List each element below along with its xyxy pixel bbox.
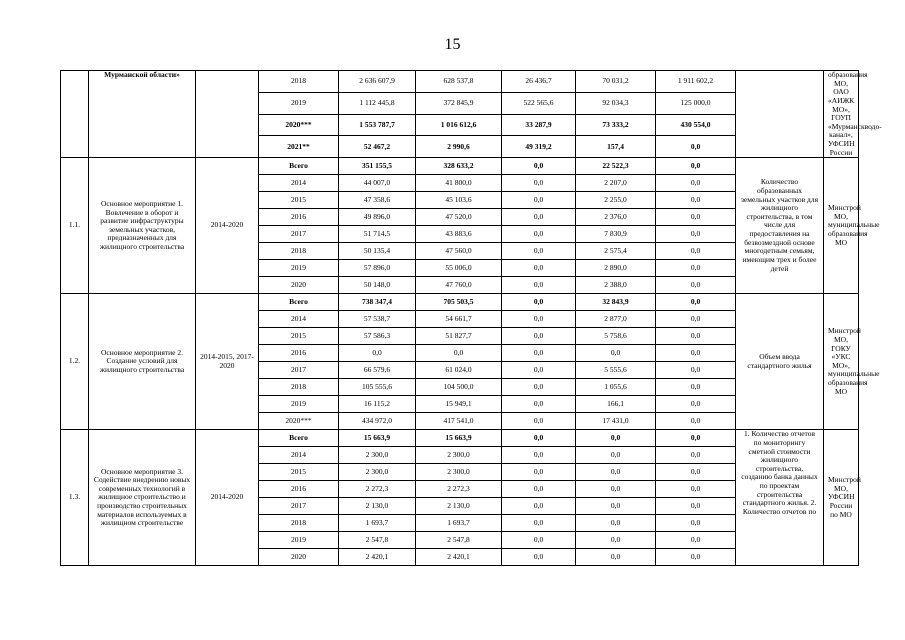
value-cell: 16 115,2 — [339, 396, 416, 413]
value-cell: 1 553 787,7 — [339, 114, 416, 136]
value-cell: 0,0 — [656, 294, 736, 311]
period-cell: 2014-2020 — [196, 158, 259, 294]
value-cell: 0,0 — [656, 515, 736, 532]
value-cell: 0,0 — [502, 294, 576, 311]
value-cell: 0,0 — [502, 481, 576, 498]
value-cell: 0,0 — [656, 311, 736, 328]
year-cell: 2018 — [259, 515, 339, 532]
value-cell: 41 800,0 — [416, 175, 502, 192]
page-number: 15 — [444, 36, 461, 53]
value-cell: 43 883,6 — [416, 226, 502, 243]
year-cell: 2014 — [259, 447, 339, 464]
value-cell: 2 300,0 — [339, 464, 416, 481]
year-cell: 2018 — [259, 243, 339, 260]
value-cell: 51 714,5 — [339, 226, 416, 243]
value-cell: 49 896,0 — [339, 209, 416, 226]
value-cell: 0,0 — [502, 362, 576, 379]
year-cell: 2020*** — [259, 114, 339, 136]
value-cell: 166,1 — [576, 396, 656, 413]
executor-cell: Минстрой МО, муниципальные образования МО — [824, 158, 859, 294]
value-cell: 0,0 — [502, 243, 576, 260]
row-number-cell: 1.2. — [61, 294, 89, 430]
year-cell: Всего — [259, 430, 339, 447]
value-cell: 0,0 — [502, 158, 576, 175]
value-cell: 0,0 — [576, 447, 656, 464]
value-cell: 55 006,0 — [416, 260, 502, 277]
year-cell: 2020 — [259, 549, 339, 566]
value-cell: 628 537,8 — [416, 71, 502, 93]
value-cell: 2 300,0 — [339, 447, 416, 464]
value-cell: 0,0 — [339, 345, 416, 362]
value-cell: 61 024,0 — [416, 362, 502, 379]
value-cell: 0,0 — [656, 260, 736, 277]
year-cell: 2016 — [259, 345, 339, 362]
year-cell: 2018 — [259, 71, 339, 93]
value-cell: 0,0 — [576, 430, 656, 447]
value-cell: 0,0 — [656, 243, 736, 260]
year-cell: 2020 — [259, 277, 339, 294]
year-cell: 2019 — [259, 532, 339, 549]
value-cell: 0,0 — [656, 532, 736, 549]
value-cell: 0,0 — [502, 311, 576, 328]
value-cell: 430 554,0 — [656, 114, 736, 136]
value-cell: 57 586,3 — [339, 328, 416, 345]
value-cell: 0,0 — [656, 413, 736, 430]
value-cell: 2 575,4 — [576, 243, 656, 260]
value-cell: 26 436,7 — [502, 71, 576, 93]
year-cell: 2014 — [259, 311, 339, 328]
value-cell: 0,0 — [656, 430, 736, 447]
year-cell: 2014 — [259, 175, 339, 192]
value-cell: 0,0 — [656, 209, 736, 226]
value-cell: 0,0 — [502, 345, 576, 362]
period-cell: 2014-2015, 2017-2020 — [196, 294, 259, 430]
value-cell: 70 031,2 — [576, 71, 656, 93]
value-cell: 0,0 — [502, 260, 576, 277]
value-cell: 0,0 — [656, 362, 736, 379]
value-cell: 1 693,7 — [339, 515, 416, 532]
value-cell: 522 565,6 — [502, 92, 576, 114]
executor-cell: Минстрой МО, ГОКУ «УКС МО», муниципальные образования МО — [824, 294, 859, 430]
year-cell: 2015 — [259, 328, 339, 345]
value-cell: 2 300,0 — [416, 464, 502, 481]
measure-name-cell: Основное мероприятие 2. Создание условий для жилищного строительства — [89, 294, 196, 430]
value-cell: 73 333,2 — [576, 114, 656, 136]
value-cell: 125 000,0 — [656, 92, 736, 114]
value-cell: 0,0 — [656, 192, 736, 209]
value-cell: 0,0 — [656, 464, 736, 481]
value-cell: 0,0 — [656, 379, 736, 396]
value-cell: 15 949,1 — [416, 396, 502, 413]
value-cell: 0,0 — [416, 345, 502, 362]
value-cell: 0,0 — [656, 396, 736, 413]
value-cell: 0,0 — [656, 226, 736, 243]
value-cell: 0,0 — [502, 379, 576, 396]
indicator-cell: 1. Количество отчетов по мониторингу сметной стоимости жилищного строительства, созданию банка данных по проектам строительства стандартного жилья. 2. Количество отчетов по — [736, 430, 824, 566]
measure-name-cell: Мурманской области» — [89, 71, 196, 158]
executor-cell: образования МО, ОАО «АИЖК МО», ГОУП «Мурманскводо-канал», УФСИН России — [824, 71, 859, 158]
value-cell: 2 272,3 — [416, 481, 502, 498]
value-cell: 0,0 — [656, 136, 736, 158]
year-cell: 2019 — [259, 396, 339, 413]
value-cell: 157,4 — [576, 136, 656, 158]
value-cell: 417 541,0 — [416, 413, 502, 430]
value-cell: 0,0 — [502, 209, 576, 226]
value-cell: 57 538,7 — [339, 311, 416, 328]
row-number-cell: 1.3. — [61, 430, 89, 566]
value-cell: 0,0 — [576, 464, 656, 481]
value-cell: 7 830,9 — [576, 226, 656, 243]
value-cell: 2 255,0 — [576, 192, 656, 209]
year-cell: Всего — [259, 158, 339, 175]
value-cell: 0,0 — [656, 549, 736, 566]
year-cell: 2018 — [259, 379, 339, 396]
value-cell: 0,0 — [502, 192, 576, 209]
program-table — [60, 70, 882, 566]
year-cell: Всего — [259, 294, 339, 311]
value-cell: 105 555,6 — [339, 379, 416, 396]
measure-name-cell: Основное мероприятие 1. Вовлечение в оборот и развитие инфраструктуры земельных участков, предназначенных для жилищного строительства — [89, 158, 196, 294]
year-cell: 2020*** — [259, 413, 339, 430]
value-cell: 5 555,6 — [576, 362, 656, 379]
value-cell: 0,0 — [656, 498, 736, 515]
year-cell: 2015 — [259, 192, 339, 209]
value-cell: 1 911 602,2 — [656, 71, 736, 93]
value-cell: 51 827,7 — [416, 328, 502, 345]
value-cell: 54 661,7 — [416, 311, 502, 328]
value-cell: 0,0 — [502, 396, 576, 413]
value-cell: 0,0 — [502, 498, 576, 515]
year-cell: 2017 — [259, 362, 339, 379]
value-cell: 1 112 445,8 — [339, 92, 416, 114]
value-cell: 33 287,9 — [502, 114, 576, 136]
year-cell: 2019 — [259, 260, 339, 277]
value-cell: 104 500,0 — [416, 379, 502, 396]
value-cell: 15 663,9 — [416, 430, 502, 447]
value-cell: 47 760,0 — [416, 277, 502, 294]
value-cell: 2 420,1 — [339, 549, 416, 566]
value-cell: 2 547,8 — [416, 532, 502, 549]
value-cell: 47 358,6 — [339, 192, 416, 209]
measure-name-cell: Основное мероприятие 3. Содействие внедрению новых современных технологий в жилищное строительство и производство строительных материалов используемых в жилищном строительстве — [89, 430, 196, 566]
value-cell: 2 877,0 — [576, 311, 656, 328]
value-cell: 434 972,0 — [339, 413, 416, 430]
value-cell: 0,0 — [502, 430, 576, 447]
row-number-cell: 1.1. — [61, 158, 89, 294]
value-cell: 0,0 — [656, 158, 736, 175]
value-cell: 32 843,9 — [576, 294, 656, 311]
value-cell: 705 503,5 — [416, 294, 502, 311]
value-cell: 47 560,0 — [416, 243, 502, 260]
year-cell: 2017 — [259, 226, 339, 243]
value-cell: 372 845,9 — [416, 92, 502, 114]
value-cell: 2 272,3 — [339, 481, 416, 498]
table-row — [61, 71, 859, 93]
value-cell: 15 663,9 — [339, 430, 416, 447]
value-cell: 2 207,0 — [576, 175, 656, 192]
year-cell: 2021** — [259, 136, 339, 158]
value-cell: 0,0 — [502, 515, 576, 532]
period-cell: 2014-2020 — [196, 430, 259, 566]
value-cell: 0,0 — [656, 345, 736, 362]
value-cell: 0,0 — [502, 447, 576, 464]
row-number-cell — [61, 71, 89, 158]
value-cell: 0,0 — [502, 464, 576, 481]
value-cell: 22 522,3 — [576, 158, 656, 175]
period-cell — [196, 71, 259, 158]
value-cell: 2 300,0 — [416, 447, 502, 464]
value-cell: 0,0 — [576, 481, 656, 498]
value-cell: 0,0 — [502, 226, 576, 243]
indicator-cell — [736, 71, 824, 158]
value-cell: 0,0 — [656, 481, 736, 498]
value-cell: 44 007,0 — [339, 175, 416, 192]
value-cell: 2 376,0 — [576, 209, 656, 226]
value-cell: 351 155,5 — [339, 158, 416, 175]
value-cell: 2 420,1 — [416, 549, 502, 566]
value-cell: 738 347,4 — [339, 294, 416, 311]
year-cell: 2015 — [259, 464, 339, 481]
value-cell: 0,0 — [502, 328, 576, 345]
value-cell: 0,0 — [502, 277, 576, 294]
value-cell: 2 990,6 — [416, 136, 502, 158]
value-cell: 2 130,0 — [339, 498, 416, 515]
year-cell: 2019 — [259, 92, 339, 114]
value-cell: 66 579,6 — [339, 362, 416, 379]
value-cell: 50 135,4 — [339, 243, 416, 260]
value-cell: 2 636 607,9 — [339, 71, 416, 93]
value-cell: 5 758,6 — [576, 328, 656, 345]
value-cell: 328 633,2 — [416, 158, 502, 175]
value-cell: 0,0 — [502, 549, 576, 566]
table-row — [61, 158, 859, 175]
value-cell: 0,0 — [576, 345, 656, 362]
year-cell: 2017 — [259, 498, 339, 515]
value-cell: 57 896,0 — [339, 260, 416, 277]
value-cell: 0,0 — [656, 277, 736, 294]
value-cell: 50 148,0 — [339, 277, 416, 294]
value-cell: 17 431,0 — [576, 413, 656, 430]
value-cell: 49 319,2 — [502, 136, 576, 158]
value-cell: 45 103,6 — [416, 192, 502, 209]
value-cell: 1 016 612,6 — [416, 114, 502, 136]
value-cell: 0,0 — [656, 447, 736, 464]
year-cell: 2016 — [259, 209, 339, 226]
indicator-cell: Количество образованных земельных участков для жилищного строительства, в том числе для предоставления на безвозмездной основе многодетным семьям, имеющим трех и более детей — [736, 158, 824, 294]
executor-cell: Минстрой МО, УФСИН России по МО — [824, 430, 859, 566]
value-cell: 2 388,0 — [576, 277, 656, 294]
value-cell: 0,0 — [502, 413, 576, 430]
value-cell: 0,0 — [502, 532, 576, 549]
value-cell: 2 547,8 — [339, 532, 416, 549]
value-cell: 0,0 — [576, 532, 656, 549]
value-cell: 2 890,0 — [576, 260, 656, 277]
indicator-cell: Объем ввода стандартного жилья — [736, 294, 824, 430]
value-cell: 0,0 — [576, 515, 656, 532]
value-cell: 0,0 — [576, 549, 656, 566]
value-cell: 92 034,3 — [576, 92, 656, 114]
value-cell: 0,0 — [576, 498, 656, 515]
value-cell: 1 693,7 — [416, 515, 502, 532]
value-cell: 2 130,0 — [416, 498, 502, 515]
value-cell: 0,0 — [656, 328, 736, 345]
value-cell: 52 467,2 — [339, 136, 416, 158]
year-cell: 2016 — [259, 481, 339, 498]
value-cell: 0,0 — [656, 175, 736, 192]
value-cell: 47 520,0 — [416, 209, 502, 226]
value-cell: 1 055,6 — [576, 379, 656, 396]
value-cell: 0,0 — [502, 175, 576, 192]
table-row — [61, 294, 859, 311]
table-row — [61, 430, 859, 447]
